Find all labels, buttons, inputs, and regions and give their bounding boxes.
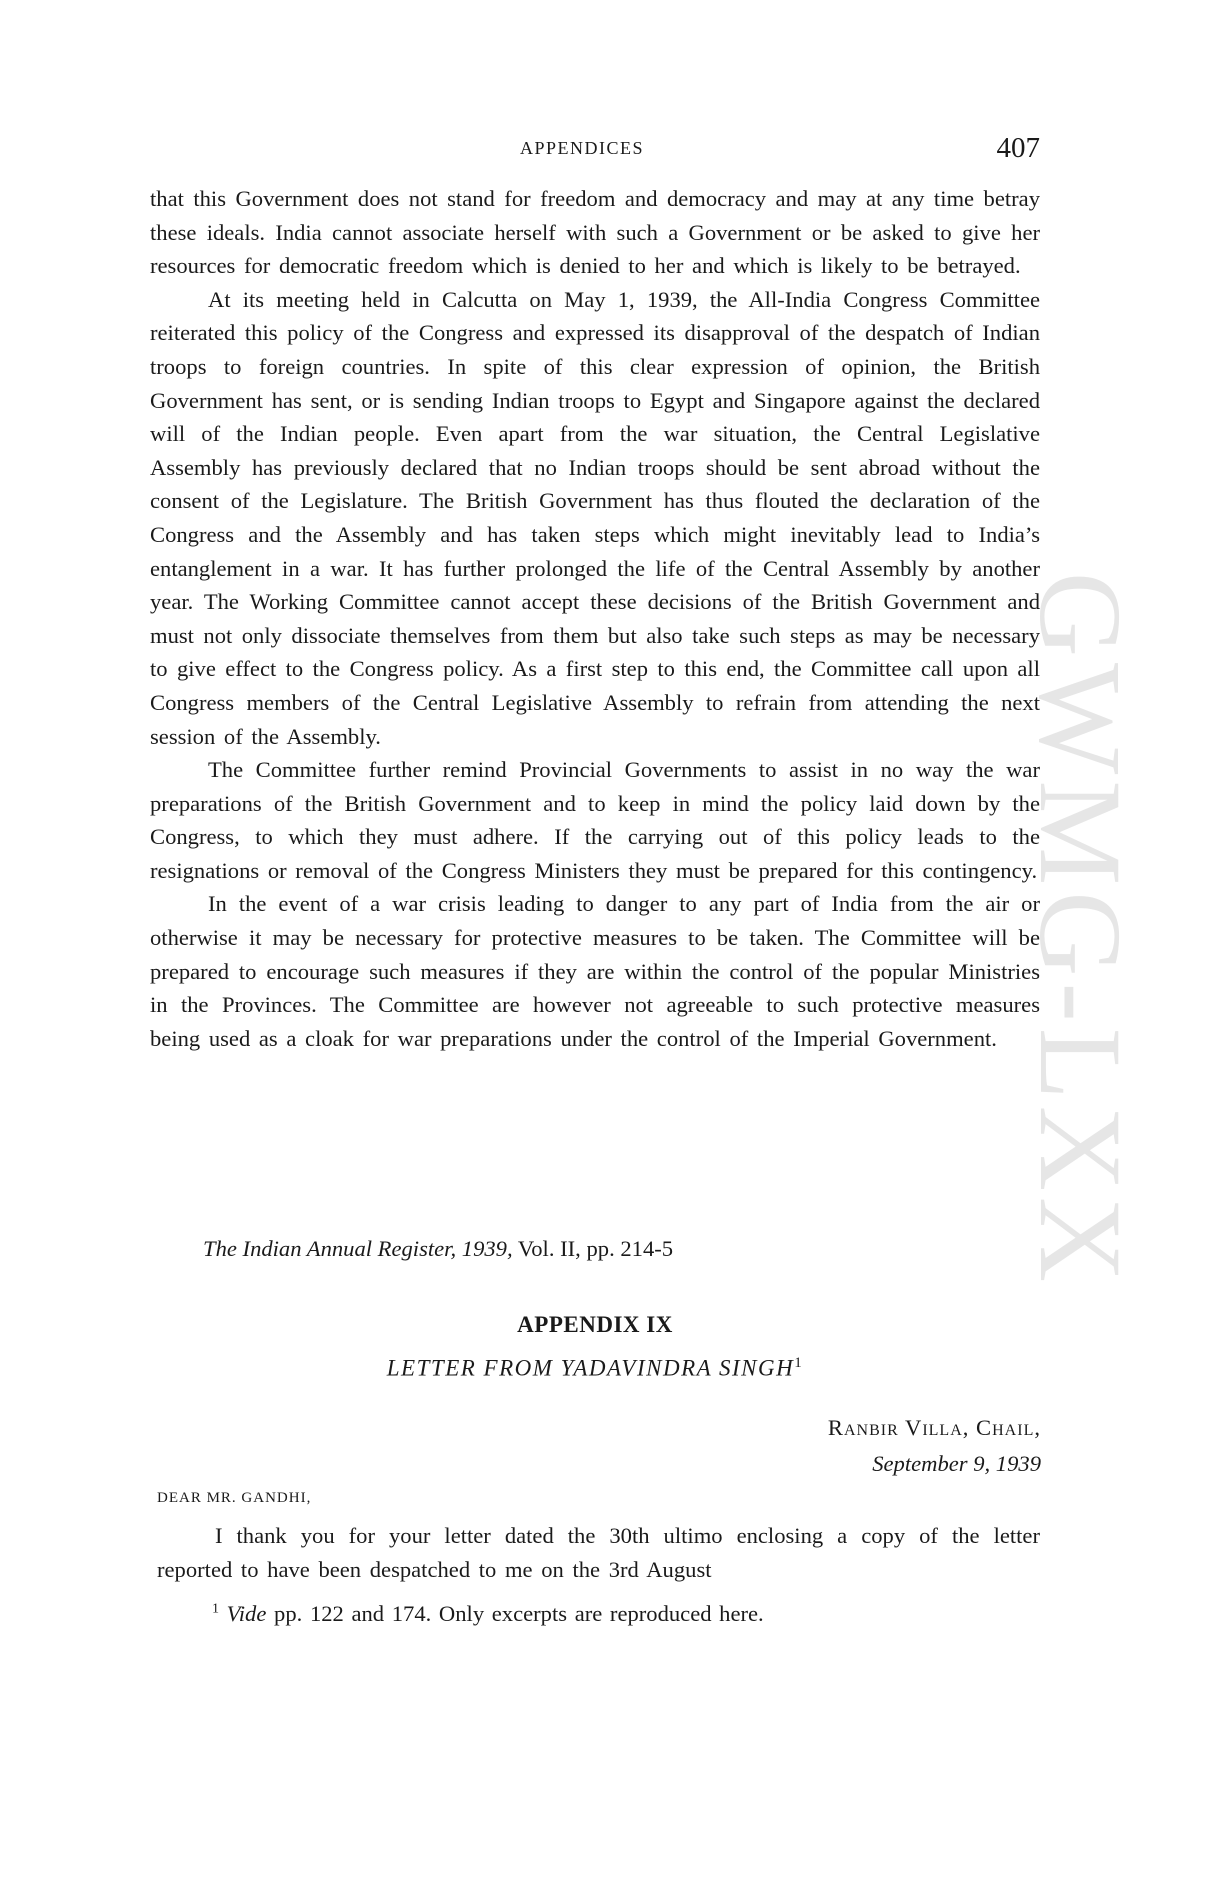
appendix-title: APPENDIX IX xyxy=(517,1312,673,1337)
appendix-subtitle-text: LETTER FROM YADAVINDRA SINGH xyxy=(386,1355,795,1381)
letter-body xyxy=(157,1519,1040,1587)
appendix-subtitle xyxy=(0,1355,1190,1382)
footnote-vide: Vide xyxy=(226,1601,267,1626)
source-citation xyxy=(203,1236,673,1262)
appendix-footnote-ref: 1 xyxy=(794,1355,804,1371)
citation-details: Vol. II, pp. 214-5 xyxy=(517,1236,674,1261)
paragraph-3: The Committee further remind Provincial Governments to assist in no way the war preparations of the British Government and to keep in mind the policy laid down by the Congress, to which they must adhere. If the carrying out of this policy leads to the resignations or removal of the Congress Ministers they must be prepared for this contingency. xyxy=(150,757,1040,883)
letter-paragraph: I thank you for your letter dated the 30th ultimo enclosing a copy of the letter reported to have been despatched to me on the 3rd August xyxy=(157,1523,1040,1582)
address-date: September 9, 1939 xyxy=(872,1451,1041,1476)
paragraph-4: In the event of a war crisis leading to danger to any part of India from the air or otherwise it may be necessary for protective measures to be taken. The Committee will be prepared to encourage such measures if they are within the control of the popular Ministries in the Provinces. The Committee are however not agreeable to such protective measures being used as a cloak for war preparations under the control of the Imperial Government. xyxy=(150,891,1040,1051)
body-text xyxy=(150,182,1040,1055)
watermark xyxy=(1015,450,1146,1410)
address-place: Ranbir Villa, Chail, xyxy=(827,1415,1041,1440)
paragraph-2: At its meeting held in Calcutta on May 1, 1939, the All-India Congress Committee reiterated this policy of the Congress and expressed its disapproval of the despatch of Indian troops to foreign countries. In spite of this clear expression of opinion, the British Government has sent, or is sending Indian troops to Egypt and Singapore against the declared will of the Indian people. Even apart from the war situation, the Central Legislative Assembly has previously declared that no Indian troops should be sent abroad without the consent of the Legislature. The British Government has thus flouted the declaration of the Congress and the Assembly and has taken steps which might inevitably lead to India’s entanglement in a war. It has further prolonged the life of the Central Assembly by another year. The Working Committee cannot accept these decisions of the British Government and must not only dissociate themselves from them but also take such steps as may be necessary to give effect to the Congress policy. As a first step to this end, the Committee call upon all Congress members of the Central Legislative Assembly to refrain from attending the next session of the Assembly. xyxy=(150,286,1040,749)
paragraph-1: that this Government does not stand for freedom and democracy and may at any time betray these ideals. India cannot associate herself with such a Government or be asked to give her resources for democratic freedom which is denied to her and which is likely to be betrayed. xyxy=(150,186,1040,279)
watermark-text: GWMG-LXX xyxy=(1015,571,1146,1289)
footnote xyxy=(212,1601,764,1627)
salutation: DEAR MR. GANDHI, xyxy=(157,1490,312,1506)
footnote-marker: 1 xyxy=(212,1601,219,1617)
page-header xyxy=(150,132,1040,172)
citation-source-title: The Indian Annual Register, 1939, xyxy=(203,1236,513,1261)
letter-address xyxy=(828,1410,1041,1482)
running-head: APPENDICES xyxy=(520,138,645,158)
footnote-text: pp. 122 and 174. Only excerpts are reproduced here. xyxy=(274,1601,764,1626)
page-number: 407 xyxy=(996,132,1040,164)
